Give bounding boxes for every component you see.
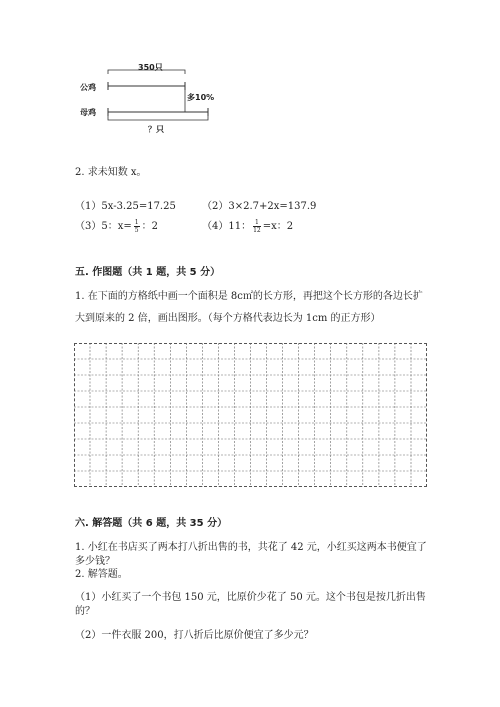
q2-problem-1: （1）5x-3.25=17.25 [75,201,176,212]
section6-sub1-line2: 的？ [75,606,95,617]
q2-p4-suffix: =x：2 [262,221,294,232]
section6-q2-title: 2. 解答题。 [75,569,128,580]
q2-p3-prefix: （3）5：x= [75,221,132,232]
q2-p3-numerator: 1 [134,219,139,226]
section6-q1-line2: 多少钱？ [75,556,115,567]
section6-title: 六. 解答题（共 6 题，共 35 分） [75,518,228,529]
q2-title: 2. 求未知数 x。 [75,167,147,178]
hen-label: 母鸡 [80,108,96,117]
q2-p3-suffix: ：2 [141,221,158,232]
square-grid-paper[interactable] [74,343,427,487]
section5-title: 五. 作图题（共 1 题，共 5 分） [75,267,221,278]
section6-sub1-line1: （1）小红买了一个书包 150 元，比原价少花了 50 元。这个书包是按几折出售 [75,592,426,603]
bottom-brace [108,116,208,120]
section5-q1-line1: 1. 在下面的方格纸中画一个面积是 8c㎡的长方形，再把这个长方形的各边长扩 [75,291,423,302]
more-percent-label: 多10% [187,93,215,102]
section6-sub2: （2）一件衣服 200，打八折后比原价便宜了多少元？ [75,630,314,641]
q2-p4-fraction [253,219,261,234]
q2-p4-prefix: （4）11： [202,221,252,232]
line-segment-diagram [75,58,235,138]
q2-p4-denominator: 12 [253,227,261,234]
bottom-total-label: ？只 [148,125,164,134]
q2-problem-3 [75,217,158,234]
q2-problem-2: （2）3×2.7+2x=137.9 [202,201,317,212]
q2-p4-numerator: 1 [255,219,259,226]
q2-p3-fraction [134,219,140,234]
q2-problem-4 [202,217,293,234]
top-total-label: 350只 [138,63,163,72]
section6-q1-line1: 1. 小红在书店买了两本打八折出售的书，共花了 42 元，小红买这两本书便宜了 [75,542,427,553]
section5-q1-line2: 大到原来的 2 倍，画出图形。（每个方格代表边长为 1cm 的正方形） [75,313,381,324]
q2-p3-denominator: 5 [134,227,139,234]
grid-lines [74,343,427,487]
rooster-label: 公鸡 [80,83,96,92]
